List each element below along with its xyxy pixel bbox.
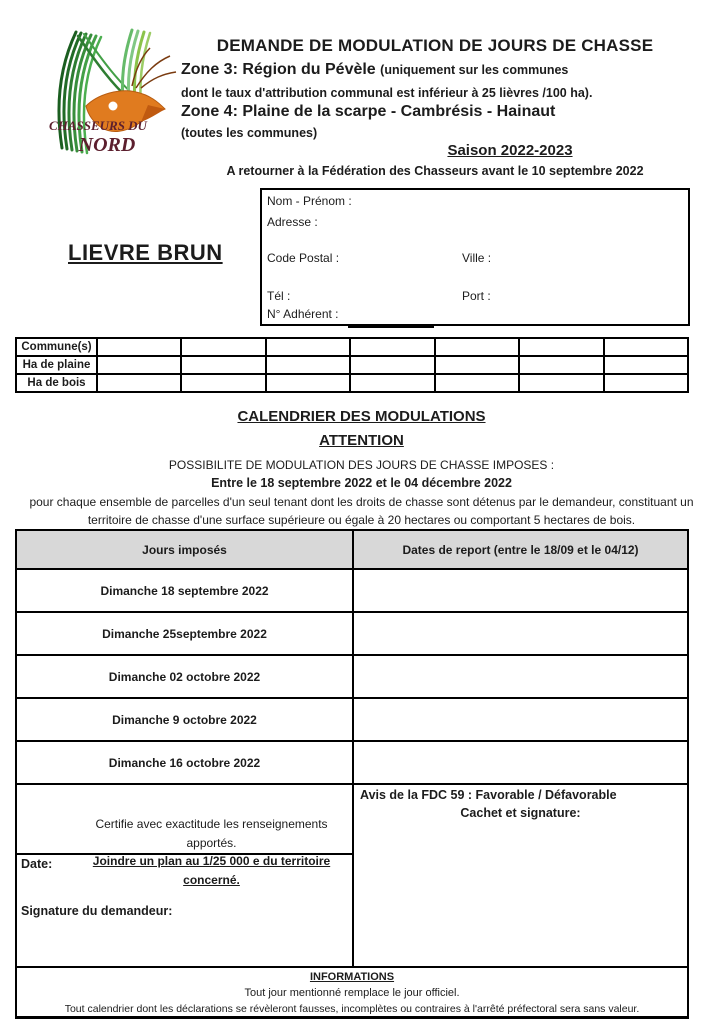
modulation-table-header: [17, 531, 687, 570]
certification-area: [17, 785, 354, 966]
imposed-day-cell: Dimanche 25septembre 2022: [17, 613, 354, 654]
communes-empty-cell[interactable]: [351, 357, 435, 373]
modulation-row: [17, 613, 687, 656]
communes-empty-cell[interactable]: [351, 339, 435, 355]
zone4-label: Zone 4: Plaine de la scarpe - Cambrésis - Hainaut: [181, 103, 556, 120]
modulation-row: [17, 570, 687, 613]
communes-empty-cell[interactable]: [520, 339, 604, 355]
communes-empty-cell[interactable]: [520, 375, 604, 391]
communes-empty-cell[interactable]: [605, 339, 687, 355]
communes-empty-cell[interactable]: [267, 339, 351, 355]
species-label: LIEVRE BRUN: [68, 240, 223, 265]
communes-empty-cell[interactable]: [98, 339, 182, 355]
communes-table-row: [17, 357, 687, 375]
modulation-row: [17, 656, 687, 699]
modulation-row: [17, 699, 687, 742]
field-port[interactable]: Port :: [462, 289, 491, 303]
communes-table: [15, 337, 689, 393]
field-nom-prenom[interactable]: Nom - Prénom :: [267, 194, 352, 208]
date-signature-box[interactable]: [17, 853, 352, 966]
communes-empty-cell[interactable]: [267, 375, 351, 391]
calendar-title: CALENDRIER DES MODULATIONS: [237, 408, 486, 425]
field-ville[interactable]: Ville :: [462, 251, 492, 265]
communes-table-row: [17, 375, 687, 391]
communes-empty-cell[interactable]: [98, 357, 182, 373]
logo-org-name-line2: NORD: [78, 134, 136, 156]
communes-empty-cell[interactable]: [182, 375, 266, 391]
certify-line1: Certifie avec exactitude les renseignements apportés.: [95, 817, 328, 850]
field-adresse[interactable]: Adresse :: [267, 215, 318, 229]
communes-empty-cell[interactable]: [436, 375, 520, 391]
communes-empty-cell[interactable]: [182, 357, 266, 373]
modulation-table: [15, 529, 689, 1019]
communes-empty-cell[interactable]: [267, 357, 351, 373]
attention-title: ATTENTION: [319, 432, 404, 449]
conditions-line2: territoire de chasse d'une surface supérieure ou égale à 20 hectares ou comportant 5 hectares de bois.: [87, 513, 636, 527]
possibility-line: POSSIBILITE DE MODULATION DES JOURS DE CHASSE IMPOSES :: [168, 458, 555, 472]
certify-line2: Joindre un plan au 1/25 000 e du territoire concerné.: [92, 854, 331, 887]
scan-mark: [348, 325, 434, 328]
zone4-note: (toutes les communes): [181, 126, 318, 140]
header-jours-imposes: Jours imposés: [17, 531, 354, 568]
informations-line1: Tout jour mentionné remplace le jour officiel.: [244, 986, 460, 999]
imposed-day-cell: Dimanche 02 octobre 2022: [17, 656, 354, 697]
report-date-cell[interactable]: [354, 570, 687, 611]
communes-table-body: [17, 339, 687, 391]
header-dates-report: Dates de report (entre le 18/09 et le 04/12): [402, 542, 639, 557]
chasseurs-du-nord-logo: [28, 10, 180, 167]
modulation-row: [17, 742, 687, 785]
communes-empty-cell[interactable]: [520, 357, 604, 373]
informations-title: INFORMATIONS: [309, 971, 395, 983]
zone3-note-inline: (uniquement sur les communes: [380, 63, 569, 77]
document-title: DEMANDE DE MODULATION DE JOURS DE CHASSE: [216, 36, 654, 55]
conditions-line1: pour chaque ensemble de parcelles d'un seul tenant dont les droits de chasse sont détenus par le demandeur, constituant un: [29, 495, 694, 509]
applicant-info-box[interactable]: [260, 188, 690, 326]
zone3-label: Zone 3: Région du Pévèle: [181, 61, 376, 78]
communes-empty-cell[interactable]: [436, 339, 520, 355]
report-date-cell[interactable]: [354, 699, 687, 740]
signature-label: Signature du demandeur:: [21, 904, 173, 918]
field-tel[interactable]: Tél :: [267, 289, 291, 303]
report-date-cell[interactable]: [354, 742, 687, 783]
communes-empty-cell[interactable]: [605, 357, 687, 373]
communes-empty-cell[interactable]: [98, 375, 182, 391]
season-label: Saison 2022-2023: [447, 142, 573, 159]
modulation-rows: [17, 570, 687, 785]
field-num-adherent[interactable]: N° Adhérent :: [267, 307, 339, 321]
communes-row-label: Ha de bois: [17, 375, 98, 391]
zone3-line: [181, 61, 568, 79]
informations-footer: [17, 968, 687, 1016]
communes-table-row: [17, 339, 687, 357]
communes-empty-cell[interactable]: [436, 357, 520, 373]
fdc-opinion-cell[interactable]: [354, 785, 687, 966]
field-code-postal[interactable]: Code Postal :: [267, 251, 340, 265]
imposed-day-cell: Dimanche 9 octobre 2022: [17, 699, 354, 740]
date-label: Date:: [21, 857, 53, 871]
communes-row-label: Commune(s): [17, 339, 98, 355]
return-deadline-note: A retourner à la Fédération des Chasseurs avant le 10 septembre 2022: [226, 164, 644, 178]
period-line: Entre le 18 septembre 2022 et le 04 décembre 2022: [211, 476, 512, 490]
fdc-opinion-line: Avis de la FDC 59 : Favorable / Défavorable: [360, 788, 617, 802]
cachet-signature-label: Cachet et signature:: [460, 806, 581, 820]
zone3-note: dont le taux d'attribution communal est inférieur à 25 lièvres /100 ha).: [181, 86, 593, 100]
modulation-table-footer: [17, 785, 687, 968]
communes-empty-cell[interactable]: [351, 375, 435, 391]
communes-row-label: Ha de plaine: [17, 357, 98, 373]
communes-empty-cell[interactable]: [605, 375, 687, 391]
communes-empty-cell[interactable]: [182, 339, 266, 355]
logo-org-name-line1: CHASSEURS DU: [49, 118, 147, 133]
imposed-day-cell: Dimanche 16 octobre 2022: [17, 742, 354, 783]
report-date-cell[interactable]: [354, 613, 687, 654]
informations-line2: Tout calendrier dont les déclarations se révèleront fausses, incomplètes ou contraires à l'arrêté préfectoral sera sans valeur.: [64, 1002, 640, 1015]
imposed-day-cell: Dimanche 18 septembre 2022: [17, 570, 354, 611]
report-date-cell[interactable]: [354, 656, 687, 697]
